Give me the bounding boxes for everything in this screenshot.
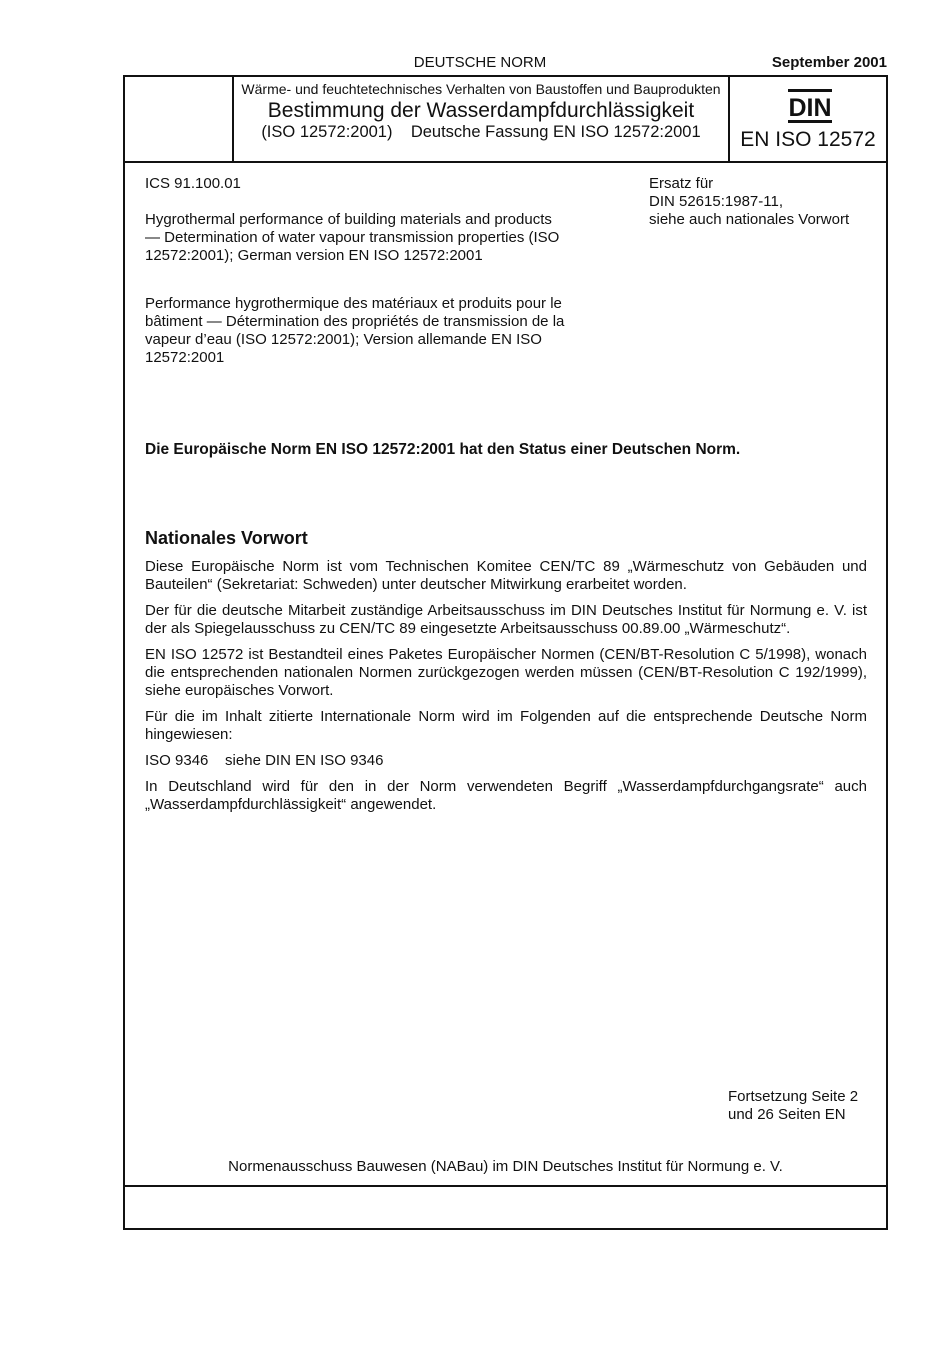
foreword-paragraph: Diese Europäische Norm ist vom Technischen Komitee CEN/TC 89 „Wärmeschutz von Gebäuden und Bauteilen“ (Sekretariat: Schweden) unter deutscher Mitwirkung erarbeitet worden.: [145, 558, 867, 593]
replacement-line: Ersatz für: [649, 175, 714, 192]
continuation-note: [728, 1088, 858, 1124]
foreword-paragraph: Der für die deutsche Mitarbeit zuständige Arbeitsausschuss im DIN Deutsches Institut für Normung e. V. ist der als Spiegelausschuss zu CEN/TC 89 eingesetzte Arbeitsausschuss 00.89.00 „Wärmeschutz“.: [145, 602, 867, 637]
standard-type-label: DEUTSCHE NORM: [413, 54, 547, 71]
header-title-block: [234, 81, 728, 142]
norm-reference: ISO 9346 siehe DIN EN ISO 9346: [145, 752, 384, 769]
replacement-line: DIN 52615:1987-11,: [649, 193, 783, 210]
publication-date: September 2001: [771, 54, 887, 71]
header-bottom-rule: [125, 161, 886, 163]
document-title: Bestimmung der Wasserdampfdurchlässigkeit: [267, 99, 695, 122]
continuation-line: und 26 Seiten EN: [728, 1106, 846, 1123]
status-statement: Die Europäische Norm EN ISO 12572:2001 hat den Status einer Deutschen Norm.: [145, 441, 741, 458]
committee-line: Normenausschuss Bauwesen (NABau) im DIN Deutsches Institut für Normung e. V.: [228, 1158, 783, 1175]
ics-code: ICS 91.100.01: [145, 175, 241, 192]
document-frame: [123, 75, 888, 1230]
foreword-heading: Nationales Vorwort: [145, 528, 308, 548]
document-scope: (ISO 12572:2001) Deutsche Fassung EN ISO 12572:2001: [261, 123, 701, 141]
foreword-paragraph: In Deutschland wird für den in der Norm verwendeten Begriff „Wasserdampfdurchgangsrate“ auch „Wasserdampfdurchlässigkeit“ angewendet.: [145, 778, 867, 813]
replacement-note: [649, 175, 879, 229]
din-logo-text: DIN: [788, 94, 832, 122]
national-foreword: [145, 527, 867, 822]
continuation-line: Fortsetzung Seite 2: [728, 1088, 859, 1105]
french-title: Performance hygrothermique des matériaux et produits pour le bâtiment — Détermination des propriétés de transmission de la vapeur d’eau (ISO 12572:2001); Version allemande EN ISO 12572:2001: [145, 295, 565, 366]
foreword-paragraph: EN ISO 12572 ist Bestandteil eines Paketes Europäischer Normen (CEN/BT-Resolution C 5/1998), wonach die entsprechenden nationalen Normen zurückgezogen werden müssen (CEN/BT-Resolution C 192/1999), siehe europäisches Vorwort.: [145, 646, 867, 699]
document-subtitle: Wärme- und feuchtetechnisches Verhalten von Baustoffen und Bauprodukten: [241, 81, 721, 97]
din-logo: [788, 89, 832, 123]
replacement-line: siehe auch nationales Vorwort: [649, 211, 850, 228]
footer-rule: [125, 1185, 886, 1187]
standard-number: EN ISO 12572: [740, 128, 876, 151]
foreword-paragraph: Für die im Inhalt zitierte Internationale Norm wird im Folgenden auf die entsprechende Deutsche Norm hingewiesen:: [145, 708, 867, 743]
english-title: Hygrothermal performance of building materials and products — Determination of water vapour transmission properties (ISO 12572:2001); German version EN ISO 12572:2001: [145, 211, 560, 264]
